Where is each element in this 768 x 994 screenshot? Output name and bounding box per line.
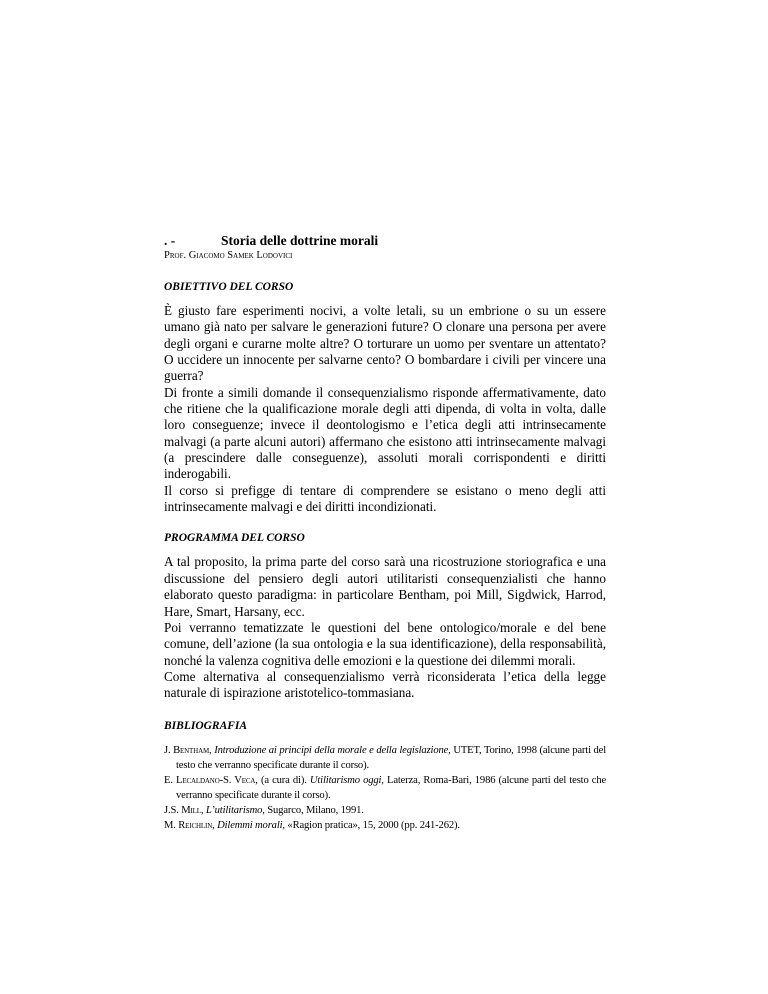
bib-editor-note: (a cura di). xyxy=(260,774,307,786)
bib-title: L’utilitarismo, xyxy=(205,804,265,816)
program-paragraph: Come alternativa al consequenzialismo verrà riconsiderata l’etica della legge naturale di ispirazione aristotelico-tommasiana. xyxy=(164,668,606,701)
bib-details: Laterza, Roma-Bari, 1986 (alcune parti del testo che verranno specificate durante il corso). xyxy=(176,774,607,801)
objective-heading: OBIETTIVO DEL CORSO xyxy=(164,281,294,293)
bibliography-entry xyxy=(164,773,606,803)
bib-details: UTET, Torino, 1998 (alcune parti del testo che verranno specificate durante il corso). xyxy=(176,744,607,771)
bibliography-entry xyxy=(164,803,606,818)
bibliography-heading: BIBLIOGRAFIA xyxy=(164,719,248,732)
program-heading: PROGRAMMA DEL CORSO xyxy=(164,532,305,545)
course-page xyxy=(164,232,606,833)
program-text xyxy=(164,554,606,701)
objective-paragraph: Il corso si prefigge di tentare di comprendere se esistano o meno degli atti intrinsecamente malvagi e dei diritti incondizionati. xyxy=(164,482,606,515)
bibliography-entry xyxy=(164,743,606,773)
bibliography-entry xyxy=(164,818,606,833)
objective-paragraph: È giusto fare esperimenti nocivi, a volte letali, su un embrione o su un essere umano già nato per salvare le generazioni future? O clonare una persona per avere degli organi e curarne molte altre? O torturare un uomo per sventare un attentato? O uccidere un innocente per salvarne cento? O bombardare i civili per vincere una guerra? xyxy=(164,303,606,384)
bib-author: J. Bentham, xyxy=(164,744,212,756)
program-paragraph: Poi verranno tematizzate le questioni del bene ontologico/morale e del bene comune, dell’azione (la sua ontologia e la sua identificazione), della responsabilità, nonché la valenza cognitiva delle emozioni e la questione dei dilemmi morali. xyxy=(164,619,606,668)
professor-name: Prof. Giacomo Samek Lodovici xyxy=(164,250,293,261)
bib-title: Introduzione ai principi della morale e della legislazione, xyxy=(214,744,451,756)
program-paragraph: A tal proposito, la prima parte del corso sarà una ricostruzione storiografica e una discussione del pensiero degli autori utilitaristi consequenzialisti che hanno elaborato questo paradigma: in particolare Bentham, poi Mill, Sigdwick, Harrod, Hare, Smart, Harsany, ecc. xyxy=(164,554,606,619)
bib-details: Sugarco, Milano, 1991. xyxy=(267,804,364,816)
objective-paragraph: Di fronte a simili domande il consequenzialismo risponde affermativamente, dato che ritiene che la qualificazione morale degli atti dipenda, di volta in volta, dalle loro conseguenze; invece il deontologismo e l’etica degli atti intrinsecamente malvagi (a parte alcuni autori) affermano che esistono atti intrinsecamente malvagi (a prescindere dalle conseguenze), assoluti morali corrispondenti e diritti inderogabili. xyxy=(164,384,606,482)
bib-title: Dilemmi morali, xyxy=(217,819,285,831)
bib-details: «Ragion pratica», 15, 2000 (pp. 241-262). xyxy=(287,819,460,831)
bib-author: E. Lecaldano-S. Veca, xyxy=(164,774,258,786)
course-number: . - xyxy=(164,233,176,248)
objective-text xyxy=(164,303,606,515)
bibliography-list xyxy=(164,743,606,833)
bib-author: M. Reichlin, xyxy=(164,819,215,831)
bib-author: J.S. Mill, xyxy=(164,804,204,816)
bib-title: Utilitarismo oggi, xyxy=(309,774,384,786)
course-title: Storia delle dottrine morali xyxy=(221,233,379,248)
course-title-row xyxy=(164,232,606,249)
